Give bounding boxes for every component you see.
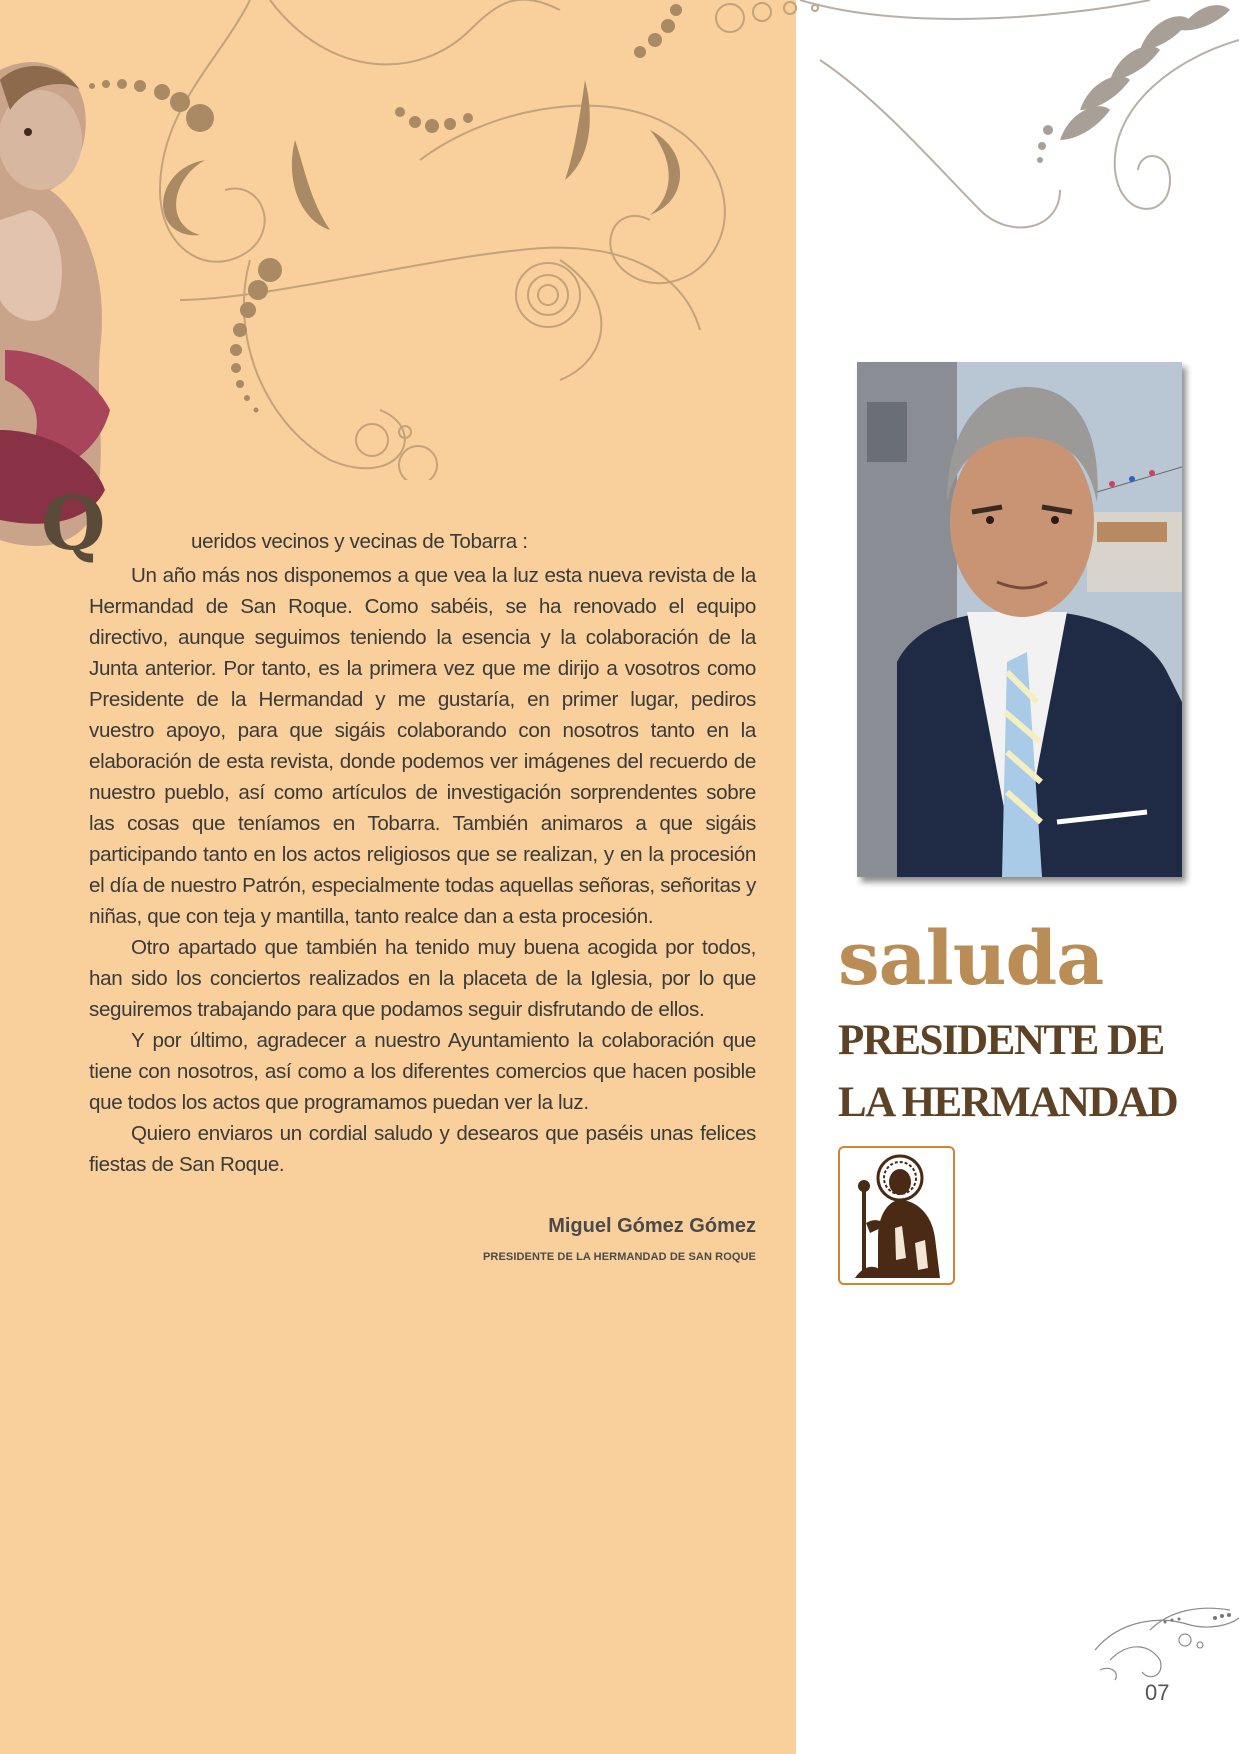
signature-name: Miguel Gómez Gómez	[548, 1215, 756, 1237]
letter-body	[89, 560, 756, 1180]
signature-role: PRESIDENTE DE LA HERMANDAD DE SAN ROQUE	[482, 1251, 756, 1263]
section-title: saluda	[838, 916, 1104, 1002]
heading-line: PRESIDENTE DE	[838, 1017, 1164, 1064]
paragraph: Quiero enviaros un cordial saludo y desearos que paséis unas felices fiestas de San Roque.	[89, 1122, 756, 1176]
president-portrait-photo	[857, 362, 1182, 877]
san-roque-emblem	[838, 1146, 955, 1285]
section-heading	[838, 1010, 1177, 1134]
paragraph: Un año más nos disponemos a que vea la luz esta nueva revista de la Hermandad de San Roque. Como sabéis, se ha renovado el equipo directivo, aunque seguimos teniendo la esencia y la colaboración de la Junta anterior. Por tanto, es la primera vez que me dirijo a vosotros como Presidente de la Hermandad y me gustaría, en primer lugar, pediros vuestro apoyo, para que sigáis colaborando con nosotros tanto en la elaboración de esta revista, donde podemos ver imágenes del recuerdo de nuestro pueblo, así como artículos de investigación sorprendentes sobre las cosas que teníamos en Tobarra. También animaros a que sigáis participando tanto en los actos religiosos que se realizan, y en la procesión el día de nuestro Patrón, especialmente todas aquellas señoras, señoritas y niñas, que con teja y mantilla, tanto realce dan a esta procesión.	[89, 564, 756, 928]
paragraph: Otro apartado que también ha tenido muy buena acogida por todos, han sido los conciertos realizados en la placeta de la Iglesia, por lo que seguiremos trabajando para que podamos seguir disfrutando de ellos.	[89, 936, 756, 1021]
paragraph: Y por último, agradecer a nuestro Ayuntamiento la colaboración que tiene con nosotros, así como a los diferentes comercios que hacen posible que todos los actos que programamos puedan ver la luz.	[89, 1029, 756, 1114]
drop-cap-letter: Q	[41, 481, 106, 567]
page-number: 07	[1145, 1680, 1170, 1705]
heading-line: LA HERMANDAD	[838, 1079, 1178, 1126]
corner-flourish-ornament	[1090, 1600, 1239, 1690]
letter-greeting: ueridos vecinos y vecinas de Tobarra :	[191, 530, 528, 553]
